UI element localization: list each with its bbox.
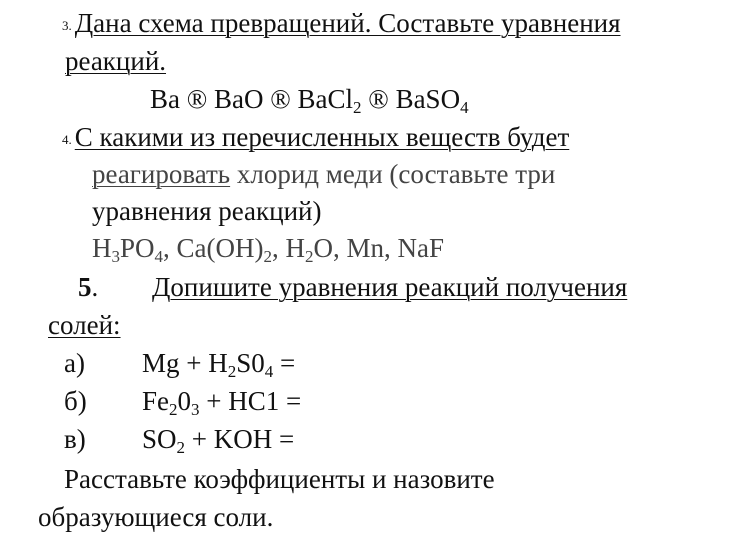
scheme-bao: BaO	[214, 84, 264, 114]
reaction-item-b	[64, 384, 464, 418]
reaction-equation: $SO_2$ + KOH =	[142, 424, 295, 457]
reaction-equation: $Mg + H_2S0_4$ =	[142, 348, 296, 381]
item-letter: а)	[64, 348, 85, 378]
reaction-item-a	[64, 346, 464, 380]
task4-text-line1: С какими из перечисленных веществ будет	[74, 122, 570, 152]
scheme-arrow-1: ®	[186, 84, 208, 114]
task5-text-line1: Допишите уравнения реакций получения	[152, 272, 628, 302]
task5-text-line2: солей:	[48, 310, 121, 340]
task3-number: 3.	[62, 18, 72, 33]
item-letter: б)	[64, 386, 87, 416]
reaction-equation: $Fe_20_3 + HC1$ =	[142, 386, 302, 419]
scheme-arrow-3: ®	[368, 84, 389, 114]
task5-heading	[152, 270, 627, 304]
task4-line2	[92, 157, 555, 191]
item-letter: в)	[64, 424, 86, 454]
scheme-bacl2: BaCl$_2$	[297, 84, 362, 117]
task4-line3	[92, 194, 322, 228]
task4-text-line3: уравнения реакций)	[92, 196, 322, 226]
scheme-ba: Ba	[150, 84, 180, 114]
task5-footer-line2: образующиеся соли.	[38, 502, 274, 532]
task5-footer-line1: Расставьте коэффициенты и назовите	[64, 464, 495, 494]
reaction-item-c	[64, 422, 464, 456]
task4-substances: $H_3PO_4$, $Ca(OH)_2$, $H_2O$, Mn, NaF	[92, 233, 445, 266]
task5-number-dot: .	[91, 272, 99, 302]
task4-number: 4.	[62, 132, 72, 147]
task3-scheme	[150, 82, 469, 116]
task4-heading	[62, 120, 569, 157]
task3-text-line2: реакций.	[65, 46, 167, 76]
scheme-arrow-2: ®	[270, 84, 291, 114]
task3-heading-continued	[65, 44, 166, 78]
task5-number: 5	[78, 272, 92, 302]
task4-text-rest: хлорид меди (составьте три	[230, 159, 556, 189]
task3-heading	[62, 6, 621, 43]
task3-text-line1: Дана схема превращений. Составьте уравнения	[74, 8, 621, 38]
task5-number-line	[78, 270, 98, 304]
task4-text-underlined: реагировать	[92, 159, 231, 189]
task5-heading-continued	[48, 308, 121, 342]
scheme-baso4: BaSO$_4$	[395, 84, 469, 117]
